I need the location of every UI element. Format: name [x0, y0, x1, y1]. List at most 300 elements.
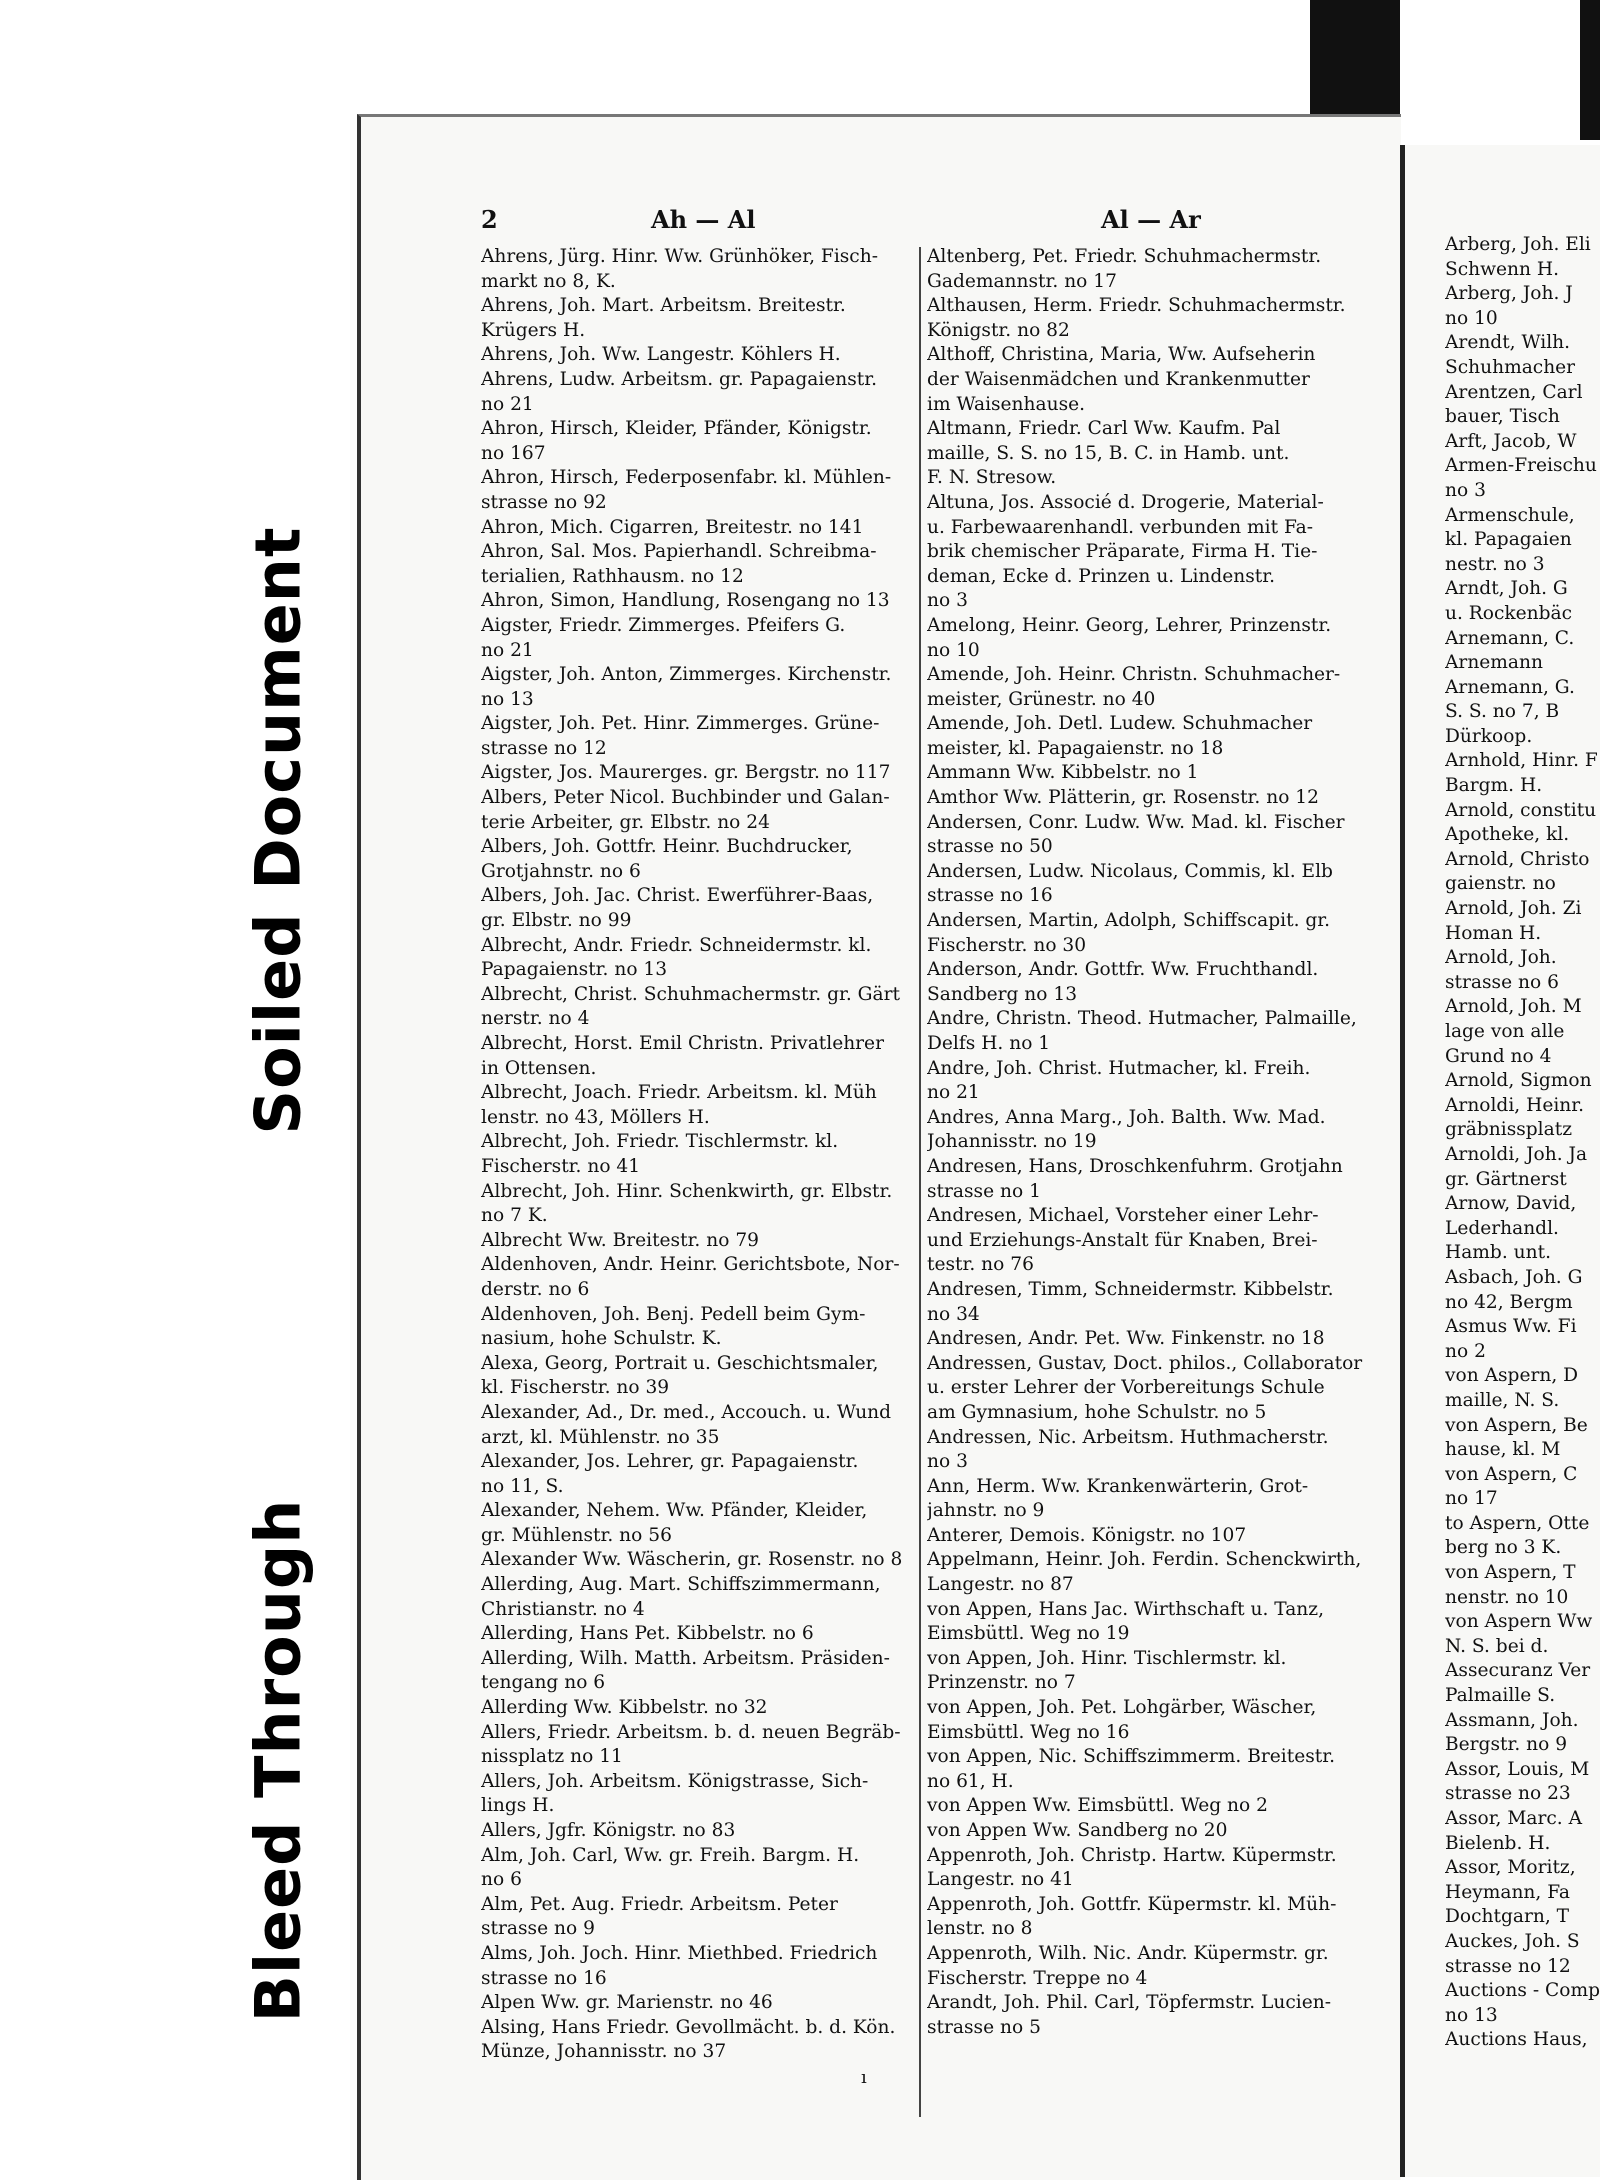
entry-line: gr. Elbstr. no 99: [481, 910, 632, 932]
entry-line: und Erziehungs-Anstalt für Knaben, Brei-: [927, 1229, 1318, 1251]
entry-line: Allers, Jgfr. Königstr. no 83: [481, 1820, 736, 1841]
directory-entry: [927, 1942, 1387, 1991]
directory-entry: [481, 1352, 921, 1401]
entry-line: Aigster, Joh. Pet. Hinr. Zimmerges. Grüne-: [481, 713, 880, 735]
fragment-line: no 2: [1445, 1340, 1486, 1362]
entry-line: von Appen Ww. Eimsbüttl. Weg no 2: [927, 1795, 1268, 1817]
entry-line: testr. no 76: [927, 1254, 1034, 1276]
fragment-line: Arndt, Joh. G: [1445, 578, 1568, 600]
entry-line: lenstr. no 8: [927, 1918, 1033, 1940]
entry-line: Alexander Ww. Wäscherin, gr. Rosenstr. no 8: [481, 1549, 903, 1571]
entry-line: no 13: [481, 688, 534, 710]
directory-entry: [481, 417, 921, 466]
directory-entry: [481, 1647, 921, 1696]
entry-line: Albrecht, Joh. Hinr. Schenkwirth, gr. Elbstr.: [481, 1180, 893, 1202]
entry-line: Appelmann, Heinr. Joh. Ferdin. Schenckwirth,: [927, 1549, 1362, 1571]
directory-entry: [481, 1303, 921, 1352]
entry-line: Anterer, Demois. Königstr. no 107: [927, 1524, 1247, 1546]
fragment-line: Arendt, Wilh.: [1445, 332, 1571, 354]
directory-entry: [481, 1573, 921, 1622]
directory-entry: [481, 1229, 921, 1254]
fragment-line: Hamb. unt.: [1445, 1242, 1551, 1264]
fragment-line: Arnold, Christo: [1445, 848, 1590, 870]
directory-entry: [927, 909, 1387, 958]
entry-line: u. Farbewaarenhandl. verbunden mit Fa-: [927, 516, 1313, 538]
entry-line: Ahron, Mich. Cigarren, Breitestr. no 141: [481, 516, 864, 538]
entry-line: lings H.: [481, 1795, 555, 1817]
directory-entry: [927, 1598, 1387, 1647]
directory-entry: [927, 1106, 1387, 1155]
entry-line: Althausen, Herm. Friedr. Schuhmachermstr.: [927, 295, 1346, 317]
entry-line: Altuna, Jos. Associé d. Drogerie, Material-: [927, 491, 1324, 513]
entry-line: Ahrens, Joh. Mart. Arbeitsm. Breitestr.: [481, 295, 846, 317]
entry-line: nasium, hohe Schulstr. K.: [481, 1328, 722, 1350]
fragment-line: von Aspern, T: [1445, 1562, 1576, 1584]
entry-line: Ahrens, Jürg. Hinr. Ww. Grünhöker, Fisch-: [481, 246, 878, 267]
entry-line: Langestr. no 41: [927, 1869, 1074, 1891]
directory-entry: [481, 786, 921, 835]
entry-line: Aldenhoven, Andr. Heinr. Gerichtsbote, Nor-: [481, 1254, 900, 1276]
directory-entry: [927, 1524, 1387, 1549]
entry-line: strasse no 5: [927, 2016, 1041, 2038]
fragment-line: Arft, Jacob, W: [1445, 430, 1577, 452]
fragment-line: nestr. no 3: [1445, 553, 1545, 575]
fragment-line: no 42, Bergm: [1445, 1291, 1573, 1313]
entry-line: Andersen, Ludw. Nicolaus, Commis, kl. Elb: [927, 860, 1333, 882]
fragment-line: Arnemann, G.: [1445, 676, 1575, 698]
entry-line: Alpen Ww. gr. Marienstr. no 46: [481, 1992, 773, 2014]
bleed-through-stamp: [235, 1460, 321, 2060]
entry-line: Albers, Joh. Jac. Christ. Ewerführer-Baas,: [481, 885, 874, 907]
entry-line: Alexa, Georg, Portrait u. Geschichtsmaler,: [481, 1352, 879, 1374]
directory-entry: [481, 1032, 921, 1081]
fragment-line: Arnoldi, Heinr.: [1445, 1094, 1584, 1116]
entry-line: Aigster, Jos. Maurerges. gr. Bergstr. no 117: [481, 762, 891, 784]
directory-entry: [481, 245, 921, 294]
entry-line: Arandt, Joh. Phil. Carl, Töpfermstr. Lucien-: [927, 1992, 1331, 2014]
entry-line: no 3: [927, 590, 968, 612]
fragment-line: gr. Gärtnerst: [1445, 1168, 1567, 1190]
entry-line: Ann, Herm. Ww. Krankenwärterin, Grot-: [927, 1475, 1309, 1497]
entry-line: Grotjahnstr. no 6: [481, 860, 641, 882]
entry-line: no 167: [481, 442, 546, 464]
directory-entry: [927, 417, 1387, 491]
fragment-line: Arnold, constitu: [1445, 799, 1597, 821]
directory-entry: [927, 614, 1387, 663]
entry-line: Fischerstr. no 30: [927, 934, 1087, 956]
entry-line: Anderson, Andr. Gottfr. Ww. Fruchthandl.: [927, 959, 1319, 981]
fragment-line: maille, N. S.: [1445, 1389, 1560, 1411]
entry-line: Ahron, Hirsch, Kleider, Pfänder, Königstr.: [481, 418, 872, 440]
entry-line: brik chemischer Präparate, Firma H. Tie-: [927, 541, 1318, 563]
entry-line: Allerding, Hans Pet. Kibbelstr. no 6: [481, 1623, 814, 1645]
footer-mark: ı: [861, 2067, 867, 2088]
directory-entry: [481, 1721, 921, 1770]
fragment-line: bauer, Tisch: [1445, 406, 1560, 428]
entry-line: Königstr. no 82: [927, 319, 1070, 341]
fragment-line: Asmus Ww. Fi: [1445, 1316, 1577, 1338]
directory-entry: [481, 1819, 921, 1844]
fragment-line: Palmaille S.: [1445, 1685, 1556, 1707]
directory-entry: [927, 245, 1387, 294]
entry-line: Allerding, Wilh. Matth. Arbeitsm. Präsiden-: [481, 1647, 890, 1669]
entry-line: strasse no 16: [481, 1967, 607, 1989]
entry-line: strasse no 92: [481, 491, 607, 513]
directory-entry: [927, 1893, 1387, 1942]
fragment-line: to Aspern, Otte: [1445, 1512, 1590, 1534]
entry-line: strasse no 12: [481, 737, 607, 759]
entry-line: Aigster, Friedr. Zimmerges. Pfeifers G.: [481, 614, 846, 636]
entry-line: Ammann Ww. Kibbelstr. no 1: [927, 762, 1199, 784]
entry-line: lenstr. no 43, Möllers H.: [481, 1106, 710, 1128]
entry-line: Amelong, Heinr. Georg, Lehrer, Prinzenstr.: [927, 614, 1332, 636]
entry-line: Papagaienstr. no 13: [481, 959, 668, 981]
directory-entry: [481, 1450, 921, 1499]
next-page-fragments: [1445, 233, 1600, 2053]
entry-line: im Waisenhause.: [927, 393, 1086, 415]
entry-line: Ahron, Hirsch, Federposenfabr. kl. Mühlen-: [481, 467, 892, 489]
fragment-line: Arentzen, Carl: [1445, 381, 1583, 403]
entry-line: Andres, Anna Marg., Joh. Balth. Ww. Mad.: [927, 1106, 1326, 1128]
fragment-line: Assor, Louis, M: [1445, 1758, 1590, 1780]
fragment-line: gaienstr. no: [1445, 873, 1556, 895]
fragment-line: Schwenn H.: [1445, 258, 1560, 280]
directory-entry: [481, 1770, 921, 1819]
entry-line: Albrecht, Christ. Schuhmachermstr. gr. Gärt: [481, 983, 900, 1005]
directory-entry: [481, 835, 921, 884]
entry-line: no 7 K.: [481, 1205, 548, 1227]
fragment-line: strasse no 12: [1445, 1955, 1571, 1977]
fragment-line: Bergstr. no 9: [1445, 1734, 1568, 1756]
directory-entry: [927, 1352, 1387, 1426]
fragment-line: Asbach, Joh. G: [1445, 1266, 1583, 1288]
directory-entry: [481, 1401, 921, 1450]
entry-line: Langestr. no 87: [927, 1574, 1074, 1596]
entry-line: Altmann, Friedr. Carl Ww. Kaufm. Pal: [927, 418, 1281, 440]
fragment-line: Lederhandl.: [1445, 1217, 1559, 1239]
fragment-line: Armen-Freischu: [1445, 455, 1597, 477]
entry-line: deman, Ecke d. Prinzen u. Lindenstr.: [927, 565, 1276, 587]
entry-line: Albers, Joh. Gottfr. Heinr. Buchdrucker,: [481, 836, 853, 858]
entry-line: Ahron, Sal. Mos. Papierhandl. Schreibma-: [481, 541, 877, 563]
fragment-line: kl. Papagaien: [1445, 529, 1572, 551]
entry-line: Johannisstr. no 19: [927, 1131, 1097, 1153]
right-column-entries: [927, 245, 1387, 2040]
entry-line: markt no 8, K.: [481, 270, 616, 292]
directory-entry: [927, 1057, 1387, 1106]
entry-line: am Gymnasium, hohe Schulstr. no 5: [927, 1401, 1267, 1423]
column-divider: [919, 247, 921, 2117]
fragment-line: Bargm. H.: [1445, 775, 1543, 797]
entry-line: von Appen, Nic. Schiffszimmerm. Breitestr.: [927, 1746, 1335, 1768]
entry-line: no 21: [481, 639, 534, 661]
fragment-line: Homan H.: [1445, 922, 1542, 944]
fragment-line: Arberg, Joh. Eli: [1445, 234, 1591, 255]
directory-entry: [481, 884, 921, 933]
left-column-heading: Ah — Al: [651, 205, 756, 234]
entry-line: Albrecht, Joach. Friedr. Arbeitsm. kl. Müh: [481, 1082, 877, 1104]
directory-entry: [481, 1844, 921, 1893]
entry-line: Fischerstr. no 41: [481, 1155, 641, 1177]
entry-line: Aldenhoven, Joh. Benj. Pedell beim Gym-: [481, 1303, 866, 1325]
entry-line: Amthor Ww. Plätterin, gr. Rosenstr. no 12: [927, 787, 1319, 809]
fragment-line: von Aspern Ww: [1445, 1611, 1593, 1633]
directory-entry: [481, 712, 921, 761]
entry-line: no 3: [927, 1451, 968, 1473]
entry-line: Alexander, Jos. Lehrer, gr. Papagaienstr.: [481, 1451, 859, 1473]
directory-entry: [481, 343, 921, 368]
fragment-line: Arnold, Joh. Zi: [1445, 898, 1582, 920]
fragment-line: Arnhold, Hinr. F: [1445, 750, 1598, 772]
fragment-line: Heymann, Fa: [1445, 1881, 1570, 1903]
entry-line: Münze, Johannisstr. no 37: [481, 2041, 727, 2063]
entry-line: Allers, Joh. Arbeitsm. Königstrasse, Sich-: [481, 1770, 869, 1792]
entry-line: terialien, Rathhausm. no 12: [481, 565, 744, 587]
fragment-line: Auctions Haus,: [1445, 2029, 1588, 2051]
fragment-line: strasse no 23: [1445, 1783, 1571, 1805]
soiled-document-stamp: [235, 525, 321, 1135]
entry-line: Albers, Peter Nicol. Buchbinder und Galan-: [481, 787, 890, 809]
entry-line: Andressen, Gustav, Doct. philos., Collaborator: [927, 1352, 1363, 1374]
entry-line: Alsing, Hans Friedr. Gevollmächt. b. d. Kön.: [481, 2016, 896, 2038]
directory-entry: [927, 1647, 1387, 1696]
entry-line: maille, S. S. no 15, B. C. in Hamb. unt.: [927, 442, 1290, 464]
entry-line: strasse no 16: [927, 885, 1053, 907]
directory-entry: [927, 1844, 1387, 1893]
directory-entry: [927, 491, 1387, 614]
directory-entry: [481, 589, 921, 614]
directory-entry: [927, 1155, 1387, 1204]
directory-entry: [481, 1696, 921, 1721]
directory-page: [357, 114, 1401, 2180]
directory-entry: [481, 1622, 921, 1647]
entry-line: u. erster Lehrer der Vorbereitungs Schule: [927, 1377, 1325, 1399]
entry-line: Christianstr. no 4: [481, 1598, 645, 1620]
entry-line: kl. Fischerstr. no 39: [481, 1377, 670, 1399]
entry-line: Aigster, Joh. Anton, Zimmerges. Kirchenstr.: [481, 664, 892, 686]
entry-line: Gademannstr. no 17: [927, 270, 1117, 292]
fragment-line: Arnow, David,: [1445, 1193, 1577, 1215]
entry-line: Ahron, Simon, Handlung, Rosengang no 13: [481, 590, 890, 612]
entry-line: nerstr. no 4: [481, 1008, 590, 1030]
fragment-line: S. S. no 7, B: [1445, 701, 1560, 723]
directory-entry: [481, 2016, 921, 2065]
entry-line: in Ottensen.: [481, 1057, 597, 1079]
fragment-line: Dürkoop.: [1445, 725, 1533, 747]
directory-entry: [927, 1007, 1387, 1056]
directory-entry: [927, 860, 1387, 909]
entry-line: Eimsbüttl. Weg no 19: [927, 1623, 1130, 1645]
fragment-line: Assor, Moritz,: [1445, 1857, 1576, 1879]
directory-entry: [481, 1499, 921, 1548]
directory-entry: [481, 663, 921, 712]
fragment-line: N. S. bei d.: [1445, 1635, 1549, 1657]
entry-line: Altenberg, Pet. Friedr. Schuhmachermstr.: [927, 246, 1322, 267]
directory-entry: [481, 1253, 921, 1302]
directory-entry: [481, 1180, 921, 1229]
directory-entry: [481, 540, 921, 589]
fragment-line: Arnold, Sigmon: [1445, 1070, 1592, 1092]
directory-entry: [927, 1548, 1387, 1597]
directory-entry: [927, 712, 1387, 761]
fragment-line: Apotheke, kl.: [1445, 824, 1570, 846]
directory-entry: [927, 958, 1387, 1007]
entry-line: Andersen, Martin, Adolph, Schiffscapit. gr.: [927, 910, 1331, 932]
directory-entry: [481, 466, 921, 515]
directory-entry: [481, 1081, 921, 1130]
fragment-line: no 17: [1445, 1488, 1498, 1510]
directory-entry: [927, 663, 1387, 712]
directory-entry: [927, 343, 1387, 417]
entry-line: strasse no 50: [927, 836, 1053, 858]
entry-line: no 61, H.: [927, 1770, 1014, 1792]
entry-line: Andressen, Nic. Arbeitsm. Huthmacherstr.: [927, 1426, 1329, 1448]
fragment-line: Grund no 4: [1445, 1045, 1552, 1067]
entry-line: Andresen, Michael, Vorsteher einer Lehr-: [927, 1205, 1319, 1227]
directory-entry: [927, 1745, 1387, 1794]
entry-line: von Appen, Joh. Pet. Lohgärber, Wäscher,: [927, 1697, 1317, 1719]
directory-entry: [481, 983, 921, 1032]
directory-entry: [927, 1794, 1387, 1819]
directory-entry: [481, 614, 921, 663]
entry-line: von Appen Ww. Sandberg no 20: [927, 1820, 1228, 1841]
entry-line: Appenroth, Wilh. Nic. Andr. Küpermstr. gr.: [927, 1942, 1329, 1964]
entry-line: Albrecht, Andr. Friedr. Schneidermstr. kl.: [481, 934, 872, 956]
entry-line: Andre, Christn. Theod. Hutmacher, Palmaille,: [927, 1008, 1357, 1030]
right-column-heading: Al — Ar: [1101, 205, 1201, 234]
soiled-document-label: Soiled Document: [241, 525, 315, 1135]
directory-entry: [927, 294, 1387, 343]
fragment-line: Arnold, Joh.: [1445, 947, 1557, 969]
entry-line: Sandberg no 13: [927, 983, 1078, 1005]
entry-line: jahnstr. no 9: [927, 1500, 1045, 1522]
fragment-line: strasse no 6: [1445, 971, 1559, 993]
page-number: 2: [481, 205, 498, 234]
fragment-line: Bielenb. H.: [1445, 1832, 1551, 1854]
fragment-line: Arberg, Joh. J: [1445, 283, 1573, 305]
entry-line: Ahrens, Ludw. Arbeitsm. gr. Papagaienstr.: [481, 368, 878, 390]
entry-line: no 6: [481, 1869, 522, 1891]
entry-line: Andresen, Timm, Schneidermstr. Kibbelstr.: [927, 1278, 1334, 1300]
entry-line: Alexander, Nehem. Ww. Pfänder, Kleider,: [481, 1500, 868, 1522]
directory-entry: [481, 934, 921, 983]
fragment-line: Arnold, Joh. M: [1445, 996, 1582, 1018]
entry-line: Althoff, Christina, Maria, Ww. Aufseherin: [927, 344, 1316, 366]
entry-line: meister, Grünestr. no 40: [927, 688, 1156, 710]
fragment-line: no 10: [1445, 307, 1498, 329]
entry-line: Andresen, Andr. Pet. Ww. Finkenstr. no 18: [927, 1328, 1325, 1350]
directory-entry: [481, 516, 921, 541]
left-column-entries: [481, 245, 921, 2065]
fragment-line: no 13: [1445, 2004, 1498, 2026]
entry-line: no 34: [927, 1303, 980, 1325]
entry-line: Alm, Pet. Aug. Friedr. Arbeitsm. Peter: [481, 1893, 838, 1915]
entry-line: Delfs H. no 1: [927, 1033, 1051, 1054]
directory-entry: [927, 1991, 1387, 2040]
directory-entry: [481, 761, 921, 786]
entry-line: von Appen, Hans Jac. Wirthschaft u. Tanz,: [927, 1598, 1324, 1620]
fragment-line: Auctions - Comp: [1445, 1980, 1600, 2002]
entry-line: tengang no 6: [481, 1672, 606, 1694]
entry-line: arzt, kl. Mühlenstr. no 35: [481, 1426, 720, 1448]
entry-line: no 21: [927, 1082, 980, 1104]
edge-shadow-top: [1580, 0, 1600, 140]
entry-line: Appenroth, Joh. Gottfr. Küpermstr. kl. Müh-: [927, 1893, 1337, 1915]
entry-line: Alms, Joh. Joch. Hinr. Miethbed. Friedrich: [481, 1942, 878, 1964]
fragment-line: Auckes, Joh. S: [1445, 1930, 1580, 1952]
fragment-line: nenstr. no 10: [1445, 1586, 1569, 1608]
directory-entry: [481, 1893, 921, 1942]
fragment-line: Arnoldi, Joh. Ja: [1445, 1143, 1588, 1165]
directory-entry: [927, 1426, 1387, 1475]
fragment-line: von Aspern, Be: [1445, 1414, 1588, 1436]
fragment-line: u. Rockenbäc: [1445, 602, 1573, 624]
fragment-line: Assmann, Joh.: [1445, 1709, 1579, 1731]
entry-line: Allerding Ww. Kibbelstr. no 32: [481, 1697, 768, 1719]
fragment-line: Arnemann, C.: [1445, 627, 1575, 649]
directory-entry: [927, 1475, 1387, 1524]
binding-shadow-top: [1310, 0, 1400, 118]
entry-line: Allers, Friedr. Arbeitsm. b. d. neuen Begräb-: [481, 1721, 901, 1743]
entry-line: gr. Mühlenstr. no 56: [481, 1524, 672, 1546]
entry-line: Andersen, Conr. Ludw. Ww. Mad. kl. Fischer: [927, 811, 1345, 833]
entry-line: no 21: [481, 393, 534, 415]
fragment-line: Assecuranz Ver: [1445, 1660, 1591, 1682]
directory-entry: [927, 1327, 1387, 1352]
entry-line: no 10: [927, 639, 980, 661]
directory-entry: [927, 786, 1387, 811]
fragment-line: gräbnissplatz: [1445, 1119, 1572, 1141]
fragment-line: Schuhmacher: [1445, 356, 1576, 378]
entry-line: Ahrens, Joh. Ww. Langestr. Köhlers H.: [481, 344, 841, 366]
entry-line: Fischerstr. Treppe no 4: [927, 1967, 1148, 1989]
entry-line: Alm, Joh. Carl, Ww. gr. Freih. Bargm. H.: [481, 1844, 860, 1866]
entry-line: Amende, Joh. Heinr. Christn. Schuhmacher-: [927, 664, 1341, 686]
entry-line: F. N. Stresow.: [927, 467, 1057, 489]
directory-entry: [481, 1130, 921, 1179]
entry-line: strasse no 1: [927, 1180, 1041, 1202]
fragment-line: Arnemann: [1445, 652, 1543, 674]
fragment-line: von Aspern, C: [1445, 1463, 1578, 1485]
entry-line: Eimsbüttl. Weg no 16: [927, 1721, 1130, 1743]
entry-line: Albrecht, Joh. Friedr. Tischlermstr. kl.: [481, 1131, 839, 1153]
entry-line: meister, kl. Papagaienstr. no 18: [927, 737, 1224, 759]
fragment-line: no 3: [1445, 479, 1486, 501]
entry-line: Albrecht Ww. Breitestr. no 79: [481, 1229, 759, 1251]
directory-entry: [927, 811, 1387, 860]
fragment-line: berg no 3 K.: [1445, 1537, 1562, 1559]
directory-entry: [927, 1819, 1387, 1844]
directory-entry: [481, 368, 921, 417]
fragment-line: Dochtgarn, T: [1445, 1906, 1570, 1928]
fragment-line: hause, kl. M: [1445, 1439, 1561, 1461]
directory-entry: [927, 761, 1387, 786]
next-page-edge: [1400, 145, 1600, 2177]
entry-line: Alexander, Ad., Dr. med., Accouch. u. Wund: [481, 1401, 892, 1423]
entry-line: no 11, S.: [481, 1475, 564, 1497]
directory-entry: [927, 1204, 1387, 1278]
entry-line: von Appen, Joh. Hinr. Tischlermstr. kl.: [927, 1647, 1287, 1669]
entry-line: Andre, Joh. Christ. Hutmacher, kl. Freih.: [927, 1057, 1311, 1079]
directory-entry: [481, 1991, 921, 2016]
bleed-through-label: Bleed Through: [241, 1498, 315, 2022]
fragment-line: Armenschule,: [1445, 504, 1575, 526]
entry-line: Albrecht, Horst. Emil Christn. Privatlehrer: [481, 1033, 884, 1054]
entry-line: Prinzenstr. no 7: [927, 1672, 1076, 1694]
directory-entry: [481, 294, 921, 343]
entry-line: Krügers H.: [481, 319, 586, 341]
entry-line: Appenroth, Joh. Christp. Hartw. Küpermstr.: [927, 1844, 1337, 1866]
